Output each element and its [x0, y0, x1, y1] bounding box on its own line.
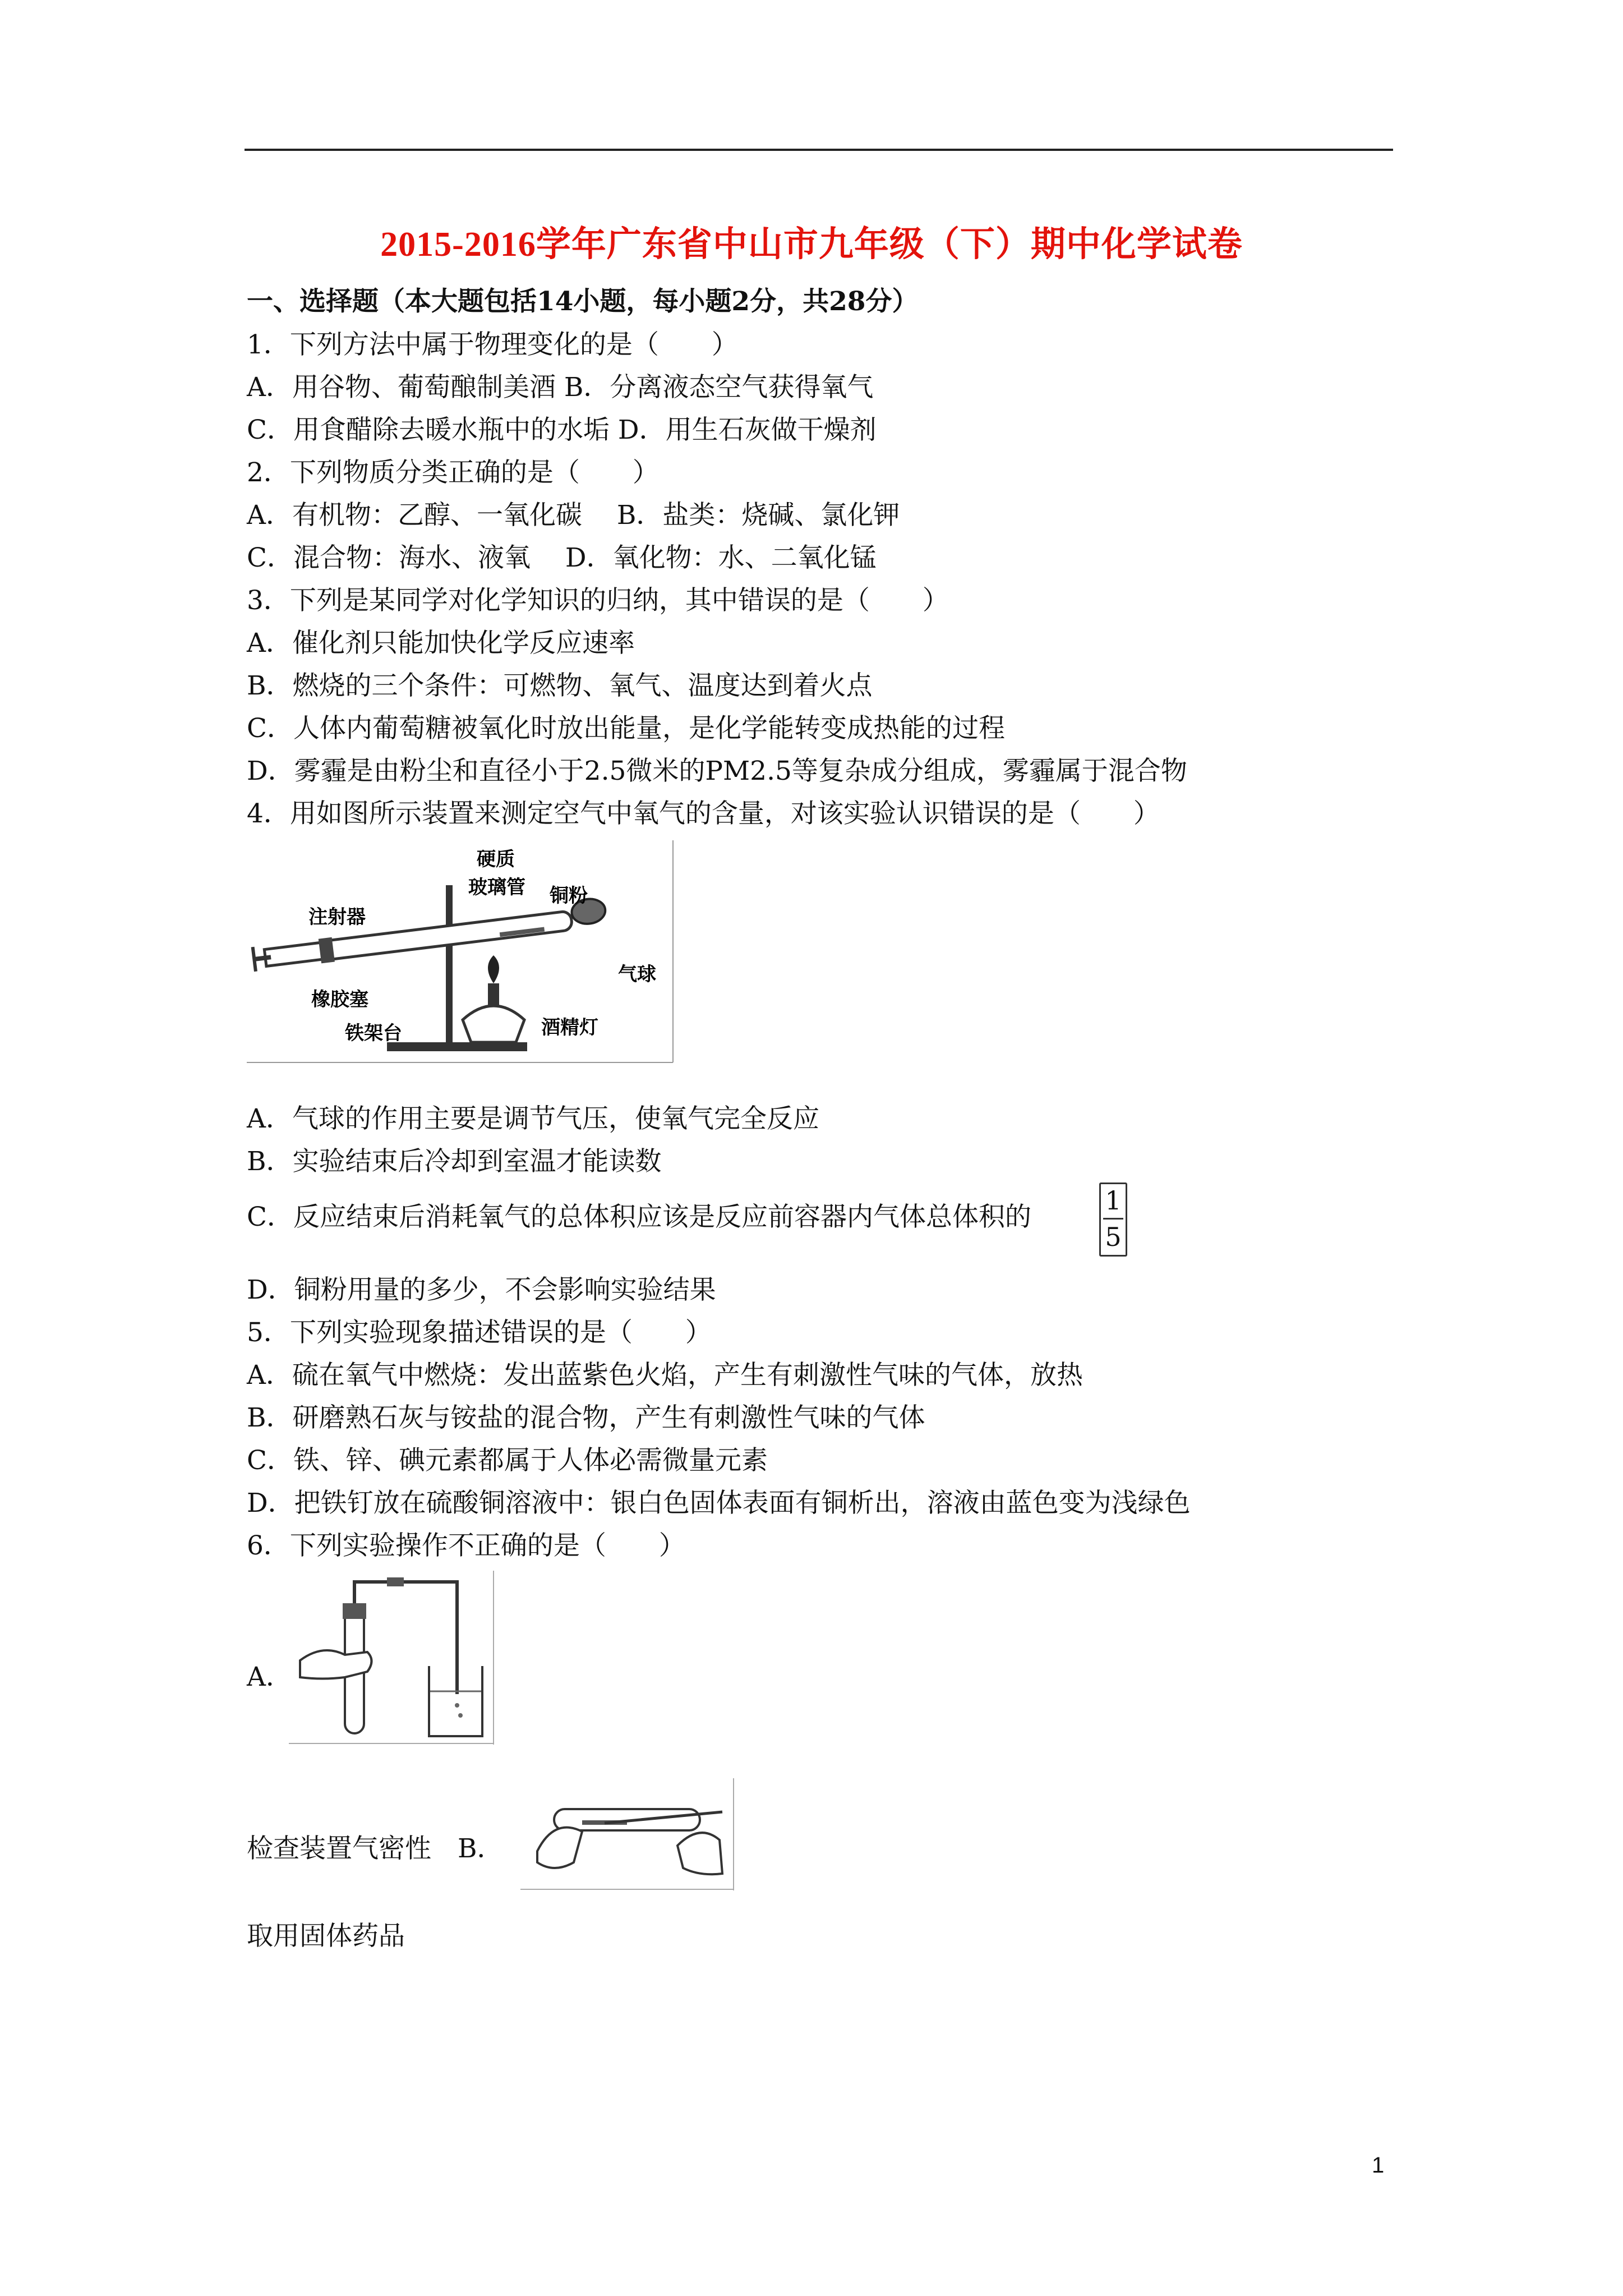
q5-stem: 5．下列实验现象描述错误的是（ ）	[247, 1317, 712, 1348]
label-syringe: 注射器	[308, 906, 366, 928]
q5-option-a: A．硫在氧气中燃烧：发出蓝紫色火焰，产生有刺激性气味的气体，放热	[247, 1360, 1083, 1391]
q6-option-b-caption: 取用固体药品	[247, 1921, 405, 1952]
label-stopper: 橡胶塞	[311, 988, 368, 1011]
q4-option-a: A．气球的作用主要是调节气压，使氧气完全反应	[247, 1103, 819, 1134]
q2-stem: 2．下列物质分类正确的是（ ）	[247, 457, 659, 488]
q2-options-ab: A．有机物：乙醇、一氧化碳 B．盐类：烧碱、氯化钾	[247, 500, 900, 531]
q6-option-a-label: A．	[247, 1662, 292, 1692]
label-glass-tube: 玻璃管	[468, 876, 525, 899]
fraction-numerator: 1	[1105, 1185, 1122, 1216]
q4-apparatus-figure	[247, 840, 679, 1064]
fraction-bar	[1103, 1218, 1123, 1220]
solid-reagent-figure	[520, 1778, 736, 1890]
q5-option-b: B．研磨熟石灰与铵盐的混合物，产生有刺激性气味的气体	[247, 1402, 925, 1433]
label-copper: 铜粉	[550, 885, 588, 907]
label-hard: 硬质	[477, 848, 515, 871]
q4-option-b: B．实验结束后冷却到室温才能读数	[247, 1146, 662, 1177]
label-balloon: 气球	[618, 963, 656, 986]
fraction-denominator: 5	[1105, 1222, 1122, 1252]
q6-option-a-caption: 检查装置气密性 B．	[247, 1833, 504, 1864]
q3-stem: 3．下列是某同学对化学知识的归纳，其中错误的是（ ）	[247, 585, 949, 616]
document-title: 2015-2016学年广东省中山市九年级（下）期中化学试卷	[380, 226, 1243, 264]
q3-option-b: B．燃烧的三个条件：可燃物、氧气、温度达到着火点	[247, 670, 873, 701]
label-stand: 铁架台	[345, 1022, 402, 1045]
q3-option-c: C．人体内葡萄糖被氧化时放出能量，是化学能转变成热能的过程	[247, 713, 1005, 744]
q1-options-cd: C．用食醋除去暖水瓶中的水垢 D．用生石灰做干燥剂	[247, 415, 877, 445]
q1-options-ab: A．用谷物、葡萄酿制美酒 B．分离液态空气获得氧气	[247, 372, 874, 403]
q1-stem: 1．下列方法中属于物理变化的是（ ）	[247, 329, 738, 360]
header-rule	[245, 149, 1393, 151]
q3-option-d: D．雾霾是由粉尘和直径小于2.5微米的PM2.5等复杂成分组成，雾霾属于混合物	[247, 756, 1187, 786]
fraction-one-fifth	[1099, 1182, 1127, 1257]
label-lamp: 酒精灯	[541, 1016, 598, 1039]
airtightness-check-figure	[289, 1571, 496, 1745]
q4-option-c: C．反应结束后消耗氧气的总体积应该是反应前容器内气体总体积的	[247, 1202, 1031, 1232]
q2-options-cd: C．混合物：海水、液氧 D．氧化物：水、二氧化锰	[247, 542, 877, 573]
q3-option-a: A．催化剂只能加快化学反应速率	[247, 628, 635, 659]
page-number: 1	[1372, 2153, 1385, 2178]
q4-option-d: D．铜粉用量的多少，不会影响实验结果	[247, 1274, 716, 1305]
section-heading: 一、选择题（本大题包括14小题，每小题2分，共28分）	[247, 286, 919, 317]
q5-option-c: C．铁、锌、碘元素都属于人体必需微量元素	[247, 1445, 768, 1476]
q4-stem: 4．用如图所示装置来测定空气中氧气的含量，对该实验认识错误的是（ ）	[247, 798, 1160, 829]
q5-option-d: D．把铁钉放在硫酸铜溶液中：银白色固体表面有铜析出，溶液由蓝色变为浅绿色	[247, 1488, 1191, 1519]
q6-stem: 6．下列实验操作不正确的是（ ）	[247, 1530, 685, 1561]
